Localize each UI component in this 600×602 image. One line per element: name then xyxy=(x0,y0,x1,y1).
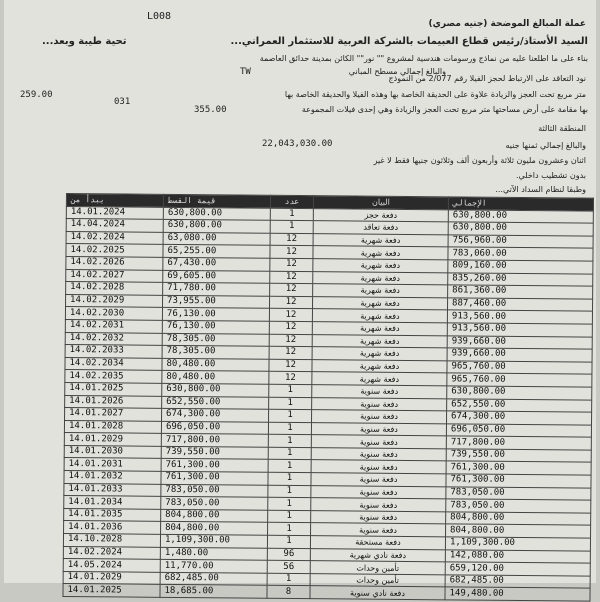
total-cell: 783,050.00 xyxy=(446,499,591,513)
total-in-words: اثنان وعشرون مليون ثلاثة وأربعون ألف وثلاثون جنيها فقط لا غير xyxy=(373,156,586,165)
description-cell: دفعة شهرية xyxy=(312,334,447,348)
model-code: TW xyxy=(240,67,251,77)
count-cell: 1 xyxy=(268,472,311,485)
count-cell: 12 xyxy=(270,246,313,259)
count-cell: 1 xyxy=(268,498,311,511)
description-cell: دفعة سنوية xyxy=(311,473,446,487)
start-date-cell: 14.02.2031 xyxy=(65,319,162,332)
group-number: 031 xyxy=(114,97,131,107)
description-cell: دفعة شهرية xyxy=(312,359,447,373)
count-cell: 12 xyxy=(270,258,313,271)
header-description: البيان xyxy=(313,196,448,210)
count-cell: 1 xyxy=(268,460,311,473)
count-cell: 1 xyxy=(269,409,312,422)
installment-cell: 78,305.00 xyxy=(162,333,269,347)
count-cell: 1 xyxy=(267,573,310,586)
header-total: الإجمالي xyxy=(448,197,593,211)
total-label: والبالغ إجمالي ثمنها جنيه xyxy=(505,141,586,150)
payment-plan-intro: وطبقا لنظام السداد الآتي... xyxy=(495,185,586,194)
installment-cell: 67,430.00 xyxy=(163,257,270,271)
installment-cell: 65,255.00 xyxy=(163,245,270,259)
installment-cell: 783,050.00 xyxy=(161,484,268,498)
start-date-cell: 14.01.2031 xyxy=(64,458,161,471)
description-cell: دفعة مستحقة xyxy=(310,536,445,550)
start-date-cell: 14.01.2029 xyxy=(64,433,161,446)
description-cell: دفعة سنوية xyxy=(311,485,446,499)
count-cell: 12 xyxy=(269,309,312,322)
description-cell: دفعة شهرية xyxy=(312,322,447,336)
description-cell: دفعة سنوية xyxy=(311,523,446,537)
count-cell: 1 xyxy=(268,435,311,448)
start-date-cell: 14.02.2024 xyxy=(66,231,163,244)
count-cell: 12 xyxy=(270,271,313,284)
installment-cell: 76,130.00 xyxy=(162,308,269,322)
intro-text: بناء على ما اطلعنا عليه من نماذج ورسومات هندسية لمشروع "" نور"" الكائن بمدينة حدائق العاصمة xyxy=(259,54,588,63)
letter-header xyxy=(4,0,596,194)
total-cell: 674,300.00 xyxy=(447,411,592,425)
total-cell: 965,760.00 xyxy=(447,373,592,387)
header-count: عدد xyxy=(270,195,313,208)
count-cell: 12 xyxy=(270,283,313,296)
installment-cell: 761,300.00 xyxy=(161,459,268,473)
total-cell: 887,460.00 xyxy=(447,298,592,312)
description-cell: دفعة شهرية xyxy=(312,347,447,361)
description-cell: دفعة شهرية xyxy=(312,296,447,310)
start-date-cell: 14.01.2028 xyxy=(64,420,161,433)
count-cell: 1 xyxy=(268,447,311,460)
count-cell: 1 xyxy=(268,510,311,523)
installment-cell: 80,480.00 xyxy=(162,358,269,372)
description-cell: دفعة سنوية xyxy=(312,385,447,399)
installment-cell: 11,770.00 xyxy=(160,560,267,574)
description-cell: تأمين وحدات xyxy=(310,561,445,575)
installment-cell: 18,685.00 xyxy=(160,585,267,599)
installment-cell: 761,300.00 xyxy=(161,471,268,485)
start-date-cell: 14.10.2028 xyxy=(63,534,160,547)
start-date-cell: 14.02.2024 xyxy=(63,546,160,559)
start-date-cell: 14.02.2033 xyxy=(65,345,162,358)
installment-cell: 739,550.00 xyxy=(161,446,268,460)
count-cell: 12 xyxy=(269,346,312,359)
count-cell: 12 xyxy=(270,233,313,246)
count-cell: 1 xyxy=(270,208,313,221)
installment-cell: 630,800.00 xyxy=(162,383,269,397)
building-area: 259.00 xyxy=(20,90,53,100)
installment-cell: 71,780.00 xyxy=(163,283,270,297)
total-cell: 682,485.00 xyxy=(445,575,590,589)
start-date-cell: 14.01.2027 xyxy=(65,408,162,421)
start-date-cell: 14.05.2024 xyxy=(63,559,160,572)
greeting: تحية طيبة وبعد... xyxy=(42,36,127,47)
count-cell: 8 xyxy=(267,586,310,599)
description-cell: دفعة نادي شهرية xyxy=(310,548,445,562)
count-cell: 12 xyxy=(269,296,312,309)
installment-cell: 652,550.00 xyxy=(162,396,269,410)
start-date-cell: 14.01.2034 xyxy=(64,496,161,509)
land-area: 355.00 xyxy=(194,105,227,115)
start-date-cell: 14.01.2025 xyxy=(63,584,160,597)
start-date-cell: 14.01.2033 xyxy=(64,483,161,496)
description-cell: دفعة نادي سنوية xyxy=(310,586,445,600)
finishing-note: بدون تشطيب داخلي. xyxy=(515,171,586,180)
header-installment: قيمة القسط xyxy=(163,194,270,208)
installment-cell: 682,485.00 xyxy=(160,572,267,586)
description-cell: دفعة شهرية xyxy=(312,309,447,323)
count-cell: 12 xyxy=(269,321,312,334)
description-cell: دفعة سنوية xyxy=(311,510,446,524)
description-cell: دفعة سنوية xyxy=(312,397,447,411)
installment-cell: 630,800.00 xyxy=(163,207,270,221)
total-cell: 142,080.00 xyxy=(445,549,590,563)
installment-cell: 78,305.00 xyxy=(162,345,269,359)
total-cell: 965,760.00 xyxy=(447,361,592,375)
reference-code: L008 xyxy=(147,11,172,22)
total-cell: 630,800.00 xyxy=(447,386,592,400)
total-cell: 630,800.00 xyxy=(448,209,593,223)
count-cell: 96 xyxy=(267,548,310,561)
start-date-cell: 14.02.2034 xyxy=(65,357,162,370)
currency-note: عملة المبالغ الموضحة (جنيه مصري) xyxy=(428,19,586,29)
total-cell: 913,560.00 xyxy=(447,310,592,324)
start-date-cell: 14.02.2027 xyxy=(66,269,163,282)
total-cell: 835,260.00 xyxy=(448,272,593,286)
description-cell: دفعة شهرية xyxy=(312,372,447,386)
count-cell: 12 xyxy=(269,359,312,372)
description-cell: دفعة شهرية xyxy=(313,233,448,247)
area-description: متر مربع تحت العجز والزيادة علاوة على الحديقة الخاصة بها وهذه الفيلا والحديقة الخاصة بها xyxy=(284,90,586,99)
count-cell: 1 xyxy=(268,485,311,498)
total-price: 22,043,030.00 xyxy=(262,139,333,149)
start-date-cell: 14.02.2035 xyxy=(65,370,162,383)
total-cell: 783,060.00 xyxy=(448,247,593,261)
description-cell: تأمين وحدات xyxy=(310,573,445,587)
description-cell: دفعة سنوية xyxy=(311,460,446,474)
description-cell: دفعة تعاقد xyxy=(313,221,448,235)
description-cell: دفعة شهرية xyxy=(313,271,448,285)
area-text: والبالغ إجمالي مسطح المباني xyxy=(348,67,446,76)
total-cell: 939,660.00 xyxy=(447,348,592,362)
installment-cell: 804,800.00 xyxy=(161,522,268,536)
count-cell: 1 xyxy=(269,384,312,397)
total-cell: 913,560.00 xyxy=(447,323,592,337)
start-date-cell: 14.01.2025 xyxy=(65,382,162,395)
installment-cell: 76,130.00 xyxy=(162,320,269,334)
total-cell: 761,300.00 xyxy=(446,461,591,475)
start-date-cell: 14.01.2032 xyxy=(64,471,161,484)
header-start-date: يبدأ من xyxy=(66,194,163,207)
installment-cell: 63,080.00 xyxy=(163,232,270,246)
land-text: بها مقامة على أرض مساحتها متر مربع تحت العجز والزيادة وهي إحدى فيلات المجموعة xyxy=(301,105,588,114)
start-date-cell: 14.01.2035 xyxy=(64,508,161,521)
installment-cell: 69,605.00 xyxy=(163,270,270,284)
start-date-cell: 14.01.2026 xyxy=(65,395,162,408)
installment-cell: 630,800.00 xyxy=(163,220,270,234)
document-page xyxy=(4,0,596,599)
total-cell: 696,050.00 xyxy=(446,424,591,438)
total-cell: 717,800.00 xyxy=(446,436,591,450)
total-cell: 939,660.00 xyxy=(447,335,592,349)
installment-cell: 696,050.00 xyxy=(161,421,268,435)
total-cell: 783,050.00 xyxy=(446,486,591,500)
start-date-cell: 14.02.2028 xyxy=(66,282,163,295)
description-cell: دفعة شهرية xyxy=(313,246,448,260)
start-date-cell: 14.02.2025 xyxy=(66,244,163,257)
count-cell: 12 xyxy=(269,334,312,347)
total-cell: 809,160.00 xyxy=(448,260,593,274)
start-date-cell: 14.02.2032 xyxy=(65,332,162,345)
description-cell: دفعة شهرية xyxy=(313,284,448,298)
total-cell: 804,800.00 xyxy=(446,512,591,526)
start-date-cell: 14.04.2024 xyxy=(66,219,163,232)
total-cell: 739,550.00 xyxy=(446,449,591,463)
start-date-cell: 14.01.2024 xyxy=(66,206,163,219)
start-date-cell: 14.01.2029 xyxy=(63,571,160,584)
count-cell: 1 xyxy=(268,523,311,536)
count-cell: 1 xyxy=(268,422,311,435)
addressee: السيد الأستاذ/رئيس قطاع العبيمات بالشركة العربية للاستثمار العمراني... xyxy=(230,36,588,47)
count-cell: 1 xyxy=(270,220,313,233)
total-cell: 861,360.00 xyxy=(448,285,593,299)
description-cell: دفعة سنوية xyxy=(311,422,446,436)
count-cell: 1 xyxy=(269,397,312,410)
description-cell: دفعة سنوية xyxy=(311,448,446,462)
description-cell: دفعة شهرية xyxy=(313,259,448,273)
total-cell: 804,800.00 xyxy=(446,524,591,538)
total-cell: 761,300.00 xyxy=(446,474,591,488)
total-cell: 756,960.00 xyxy=(448,235,593,249)
count-cell: 56 xyxy=(267,560,310,573)
start-date-cell: 14.01.2036 xyxy=(64,521,161,534)
installment-cell: 804,800.00 xyxy=(161,509,268,523)
start-date-cell: 14.01.2030 xyxy=(64,445,161,458)
description-cell: دفعة حجز xyxy=(313,208,448,222)
installment-cell: 1,109,300.00 xyxy=(160,534,267,548)
total-cell: 1,109,300.00 xyxy=(445,537,590,551)
description-cell: دفعة سنوية xyxy=(311,498,446,512)
zone-text: المنطقة الثالثة xyxy=(538,124,586,133)
count-cell: 12 xyxy=(269,372,312,385)
total-cell: 652,550.00 xyxy=(447,398,592,412)
booking-text: نود التعاقد على الارتباط لحجز الفيلا رقم 2/077 من النموذج xyxy=(388,74,586,83)
installment-cell: 674,300.00 xyxy=(162,408,269,422)
description-cell: دفعة سنوية xyxy=(312,410,447,424)
installment-cell: 80,480.00 xyxy=(162,371,269,385)
total-cell: 149,480.00 xyxy=(445,587,590,601)
total-cell: 630,800.00 xyxy=(448,222,593,236)
payment-schedule-table xyxy=(62,193,594,602)
installment-cell: 783,050.00 xyxy=(161,497,268,511)
total-cell: 659,120.00 xyxy=(445,562,590,576)
start-date-cell: 14.02.2030 xyxy=(65,307,162,320)
description-cell: دفعة سنوية xyxy=(311,435,446,449)
count-cell: 1 xyxy=(267,535,310,548)
start-date-cell: 14.02.2026 xyxy=(66,256,163,269)
installment-cell: 717,800.00 xyxy=(161,434,268,448)
start-date-cell: 14.02.2029 xyxy=(66,294,163,307)
installment-cell: 73,955.00 xyxy=(163,295,270,309)
installment-cell: 1,480.00 xyxy=(160,547,267,561)
